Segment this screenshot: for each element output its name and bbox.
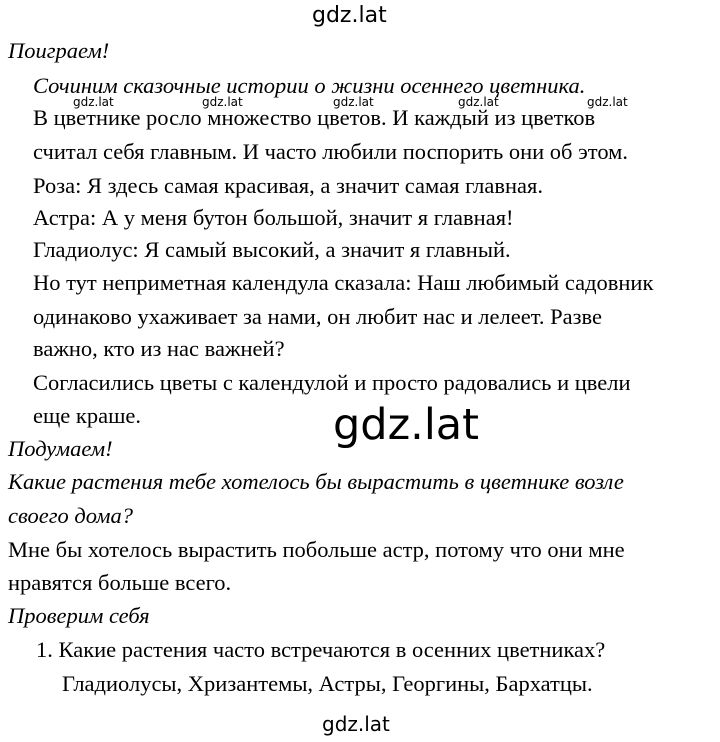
watermark-small: gdz.lat xyxy=(333,95,374,109)
think-answer-line: нравятся больше всего. xyxy=(8,570,232,595)
think-question-line: своего дома? xyxy=(8,503,133,528)
story-line: Астра: А у меня бутон большой, значит я главная! xyxy=(33,205,514,230)
story-line: Роза: Я здесь самая красивая, а значит самая главная. xyxy=(33,173,543,198)
story-line: одинаково ухаживает за нами, он любит нас и лелеет. Разве xyxy=(33,304,602,329)
play-task: Сочиним сказочные истории о жизни осеннего цветника. xyxy=(33,73,586,98)
watermark-small: gdz.lat xyxy=(458,95,499,109)
check-question: 1. Какие растения часто встречаются в осенних цветниках? xyxy=(36,637,606,662)
watermark-bottom: gdz.lat xyxy=(322,712,390,736)
story-line: важно, кто из нас важней? xyxy=(33,336,285,361)
think-answer-line: Мне бы хотелось вырастить побольше астр, потому что они мне xyxy=(8,537,625,562)
watermark-top: gdz.lat xyxy=(312,3,387,28)
story-line: Гладиолус: Я самый высокий, а значит я главный. xyxy=(33,237,511,262)
play-heading: Поиграем! xyxy=(8,38,110,63)
check-heading: Проверим себя xyxy=(8,603,150,628)
watermark-small: gdz.lat xyxy=(202,95,243,109)
think-question-line: Какие растения тебе хотелось бы вырастить в цветнике возле xyxy=(8,469,624,494)
story-line: Но тут неприметная календула сказала: Наш любимый садовник xyxy=(33,270,654,295)
watermark-small: gdz.lat xyxy=(73,95,114,109)
watermark-small: gdz.lat xyxy=(587,95,628,109)
watermark-big: gdz.lat xyxy=(333,400,479,450)
story-line: еще краше. xyxy=(33,403,142,428)
story-line: Согласились цветы с календулой и просто радовались и цвели xyxy=(33,370,631,395)
think-heading: Подумаем! xyxy=(8,436,113,461)
check-answer: Гладиолусы, Хризантемы, Астры, Георгины, Бархатцы. xyxy=(62,671,593,696)
story-line: В цветнике росло множество цветов. И каждый из цветков xyxy=(33,105,596,130)
story-line: считал себя главным. И часто любили поспорить они об этом. xyxy=(33,139,629,164)
